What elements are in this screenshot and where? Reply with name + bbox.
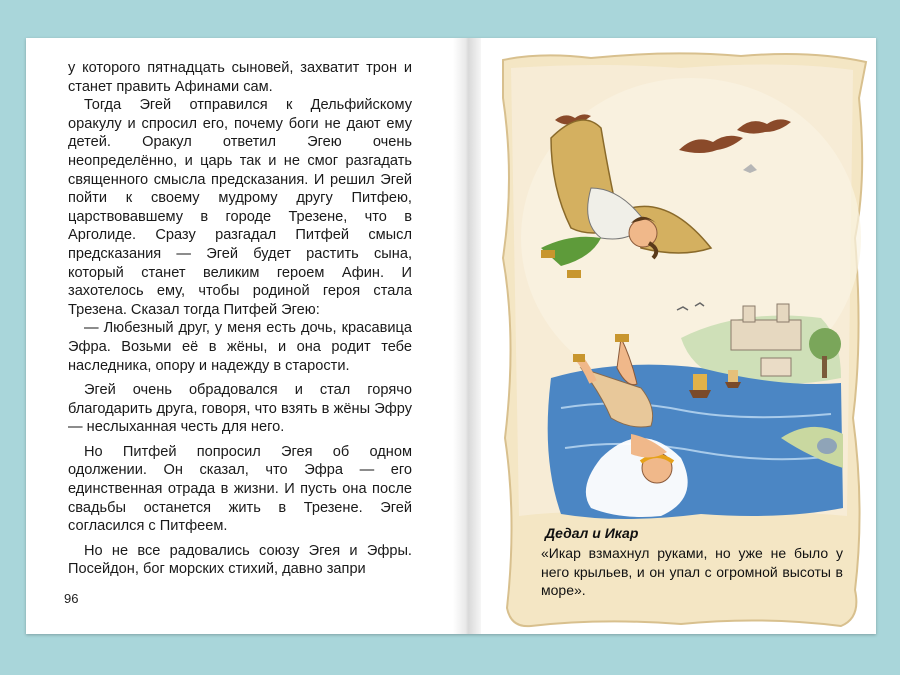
caption-text: «Икар взмахнул руками, но уже не было у него крыльев, и он упал с огромной высоты в море».	[541, 545, 843, 598]
right-page	[481, 38, 876, 634]
paragraph-5: Но Питфей попросил Эгея об одном одолжении. Он сказал, что Эфра — его единственная отрада в жизни. И пусть она после свадьбы останется жить в Трезене. Эгей согласился с Питфеем.	[68, 443, 412, 535]
page-number: 96	[64, 591, 79, 606]
paragraph-6: Но не все радовались союзу Эгея и Эфры. Посейдон, бог морских стихий, давно запри	[68, 542, 412, 578]
paragraph-3: — Любезный друг, у меня есть дочь, красавица Эфра. Возьми её в жёны, и она родит тебе наследника, опору и надежду в старости.	[68, 320, 412, 374]
book-gutter	[453, 38, 481, 634]
caption-title: Дедал и Икар	[545, 525, 639, 541]
open-book	[26, 38, 876, 634]
paragraph-4: Эгей очень обрадовался и стал горячо благодарить друга, говоря, что взять в жёны Эфру — неслыханная честь для него.	[68, 382, 412, 436]
left-page-text	[68, 59, 412, 579]
paragraph-1: у которого пятнадцать сыновей, захватит трон и станет править Афинами сам.	[68, 60, 412, 95]
paragraph-2: Тогда Эгей отправился к Дельфийскому оракулу и спросил его, почему боги не дают ему детей. Оракул ответил Эгею очень неопределённо, и царь так и не смог разгадать священного смысла предсказания. И решил Эгей пойти к своему мудрому другу Питфею, царствовавшему в городе Трезене, что в Арголиде. Сразу разгадал Питфей смысл предсказания — Эгей будет растить сына, который станет великим героем Афин. И захотелось ему, чтобы родиной героя стала Трезена. Сказал тогда Питфей Эгею:	[68, 97, 412, 318]
